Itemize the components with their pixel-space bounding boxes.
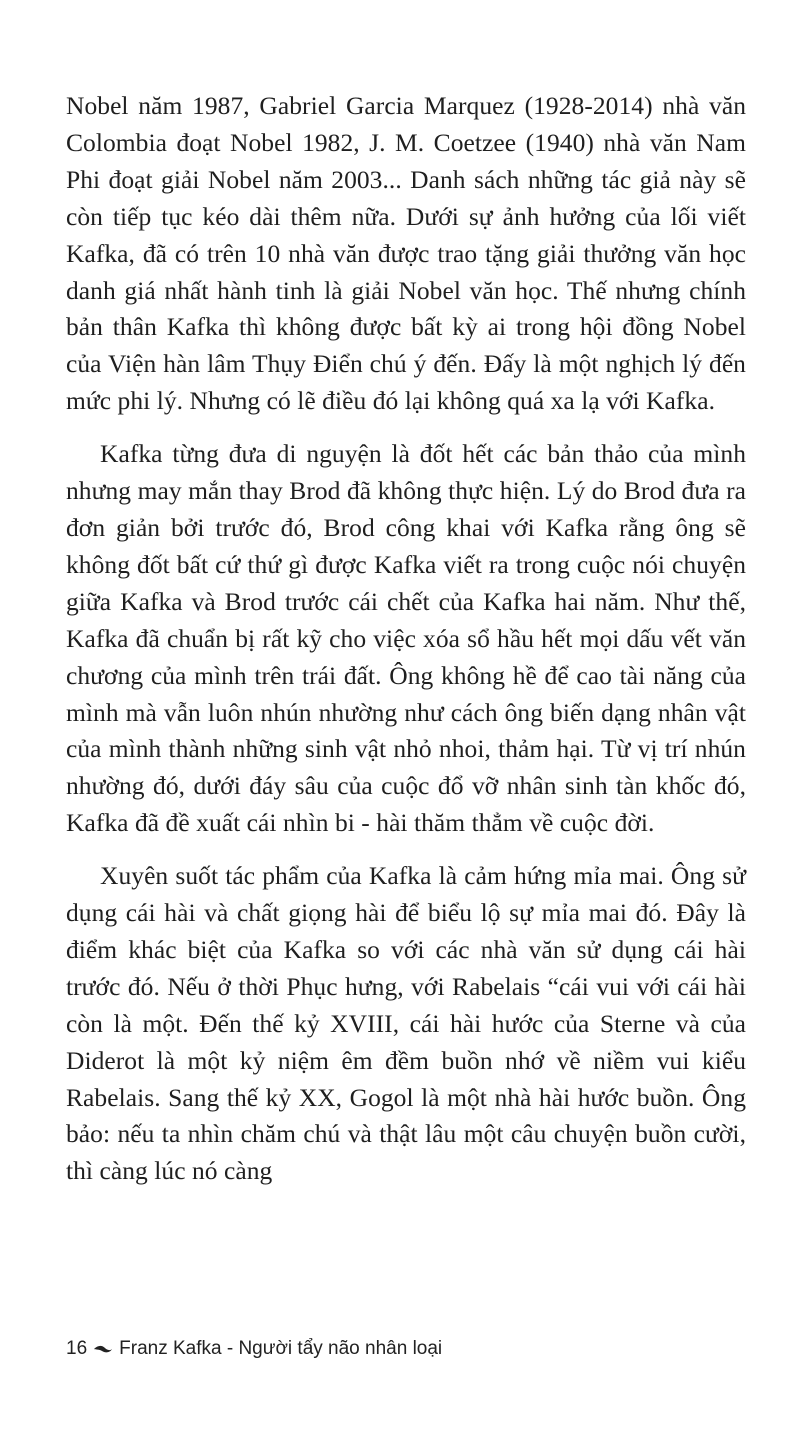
- paragraph-3: Xuyên suốt tác phẩm của Kafka là cảm hứng mỉa mai. Ông sử dụng cái hài và chất giọng hài để biểu lộ sự mỉa mai đó. Đây là điểm khác biệt của Kafka so với các nhà văn sử dụng cái hài trước đó. Nếu ở thời Phục hưng, với Rabelais “cái vui với cái hài còn là một. Đến thế kỷ XVIII, cái hài hước của Sterne và của Diderot là một kỷ niệm êm đềm buồn nhớ về niềm vui kiểu Rabelais. Sang thế kỷ XX, Gogol là một nhà hài hước buồn. Ông bảo: nếu ta nhìn chăm chú và thật lâu một câu chuyện buồn cười, thì càng lúc nó càng: [66, 861, 746, 1186]
- page-footer: [66, 1336, 442, 1362]
- paragraph-2: Kafka từng đưa di nguyện là đốt hết các bản thảo của mình nhưng may mắn thay Brod đã không thực hiện. Lý do Brod đưa ra đơn giản bởi trước đó, Brod công khai với Kafka rằng ông sẽ không đốt bất cứ thứ gì được Kafka viết ra trong cuộc nói chuyện giữa Kafka và Brod trước cái chết của Kafka hai năm. Như thế, Kafka đã chuẩn bị rất kỹ cho việc xóa sổ hầu hết mọi dấu vết văn chương của mình trên trái đất. Ông không hề để cao tài năng của mình mà vẫn luôn nhún nhường như cách ông biến dạng nhân vật của mình thành những sinh vật nhỏ nhoi, thảm hại. Từ vị trí nhún nhường đó, dưới đáy sâu của cuộc đổ vỡ nhân sinh tàn khốc đó, Kafka đã đề xuất cái nhìn bi - hài thăm thẳm về cuộc đời.: [66, 439, 746, 838]
- running-title: Franz Kafka - Người tẩy não nhân loại: [119, 1338, 443, 1360]
- paragraph-1: Nobel năm 1987, Gabriel Garcia Marquez (1928-2014) nhà văn Colombia đoạt Nobel 1982, J. M. Coetzee (1940) nhà văn Nam Phi đoạt giải Nobel năm 2003... Danh sách những tác giả này sẽ còn tiếp tục kéo dài thêm nữa. Dưới sự ảnh hưởng của lối viết Kafka, đã có trên 10 nhà văn được trao tặng giải thưởng văn học danh giá nhất hành tinh là giải Nobel văn học. Thế nhưng chính bản thân Kafka thì không được bất kỳ ai trong hội đồng Nobel của Viện hàn lâm Thụy Điển chú ý đến. Đấy là một nghịch lý đến mức phi lý. Nhưng có lẽ điều đó lại không quá xa lạ với Kafka.: [66, 91, 746, 416]
- leaf-ornament-icon: [93, 1336, 113, 1362]
- page-number: 16: [66, 1338, 88, 1360]
- body-text: [66, 88, 746, 1190]
